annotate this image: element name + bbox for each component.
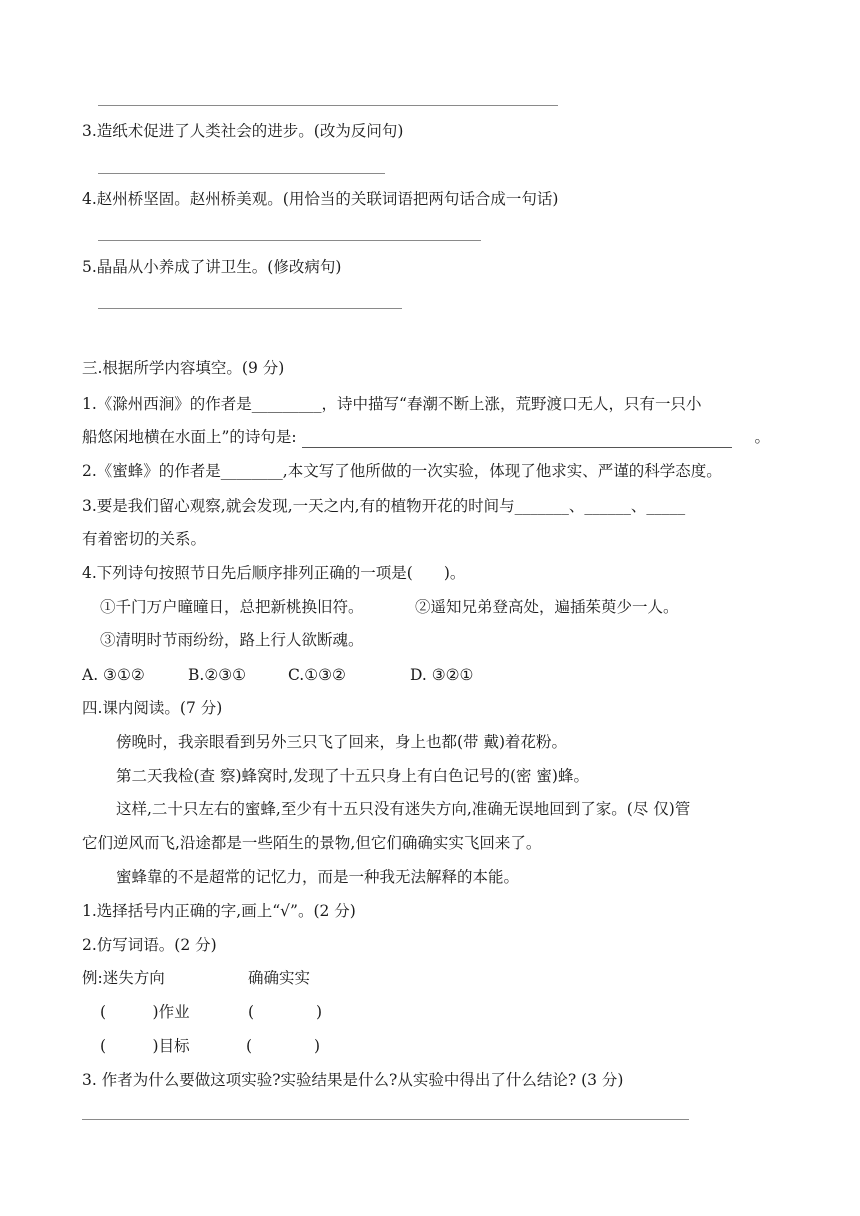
question-3-2: 2.《蜜蜂》的作者是________,本文写了他所做的一次实验，体现了他求实、严谨的科学态度。 [82,462,722,480]
question-3-3-line2: 有着密切的关系。 [82,530,207,548]
fill-word-b2[interactable]: ( ) [246,1037,321,1055]
question-3-1-line1: 1.《滁州西涧》的作者是_________，诗中描写“春潮不断上涨，荒野渡口无人，只有一只小 [82,395,702,413]
poem-option-1: ①千门万户曈曈日，总把新桃换旧符。 [100,598,364,616]
section-4-heading: 四.课内阅读。(7 分) [82,699,223,717]
fill-word-a1[interactable]: ( )作业 [100,1003,190,1021]
question-2-5: 5.晶晶从小养成了讲卫生。(修改病句) [82,258,342,276]
question-3-4: 4.下列诗句按照节日先后顺序排列正确的一项是( )。 [82,564,466,582]
choice-d[interactable]: D. ③②① [410,666,474,684]
poem-option-2: ②遥知兄弟登高处，遍插茱萸少一人。 [415,598,679,616]
question-4-3: 3. 作者为什么要做这项实验?实验结果是什么?从实验中得出了什么结论? (3 分) [82,1071,624,1089]
answer-line-2-2[interactable] [98,105,558,106]
passage-paragraph-4: 蜜蜂靠的不是超常的记忆力，而是一种我无法解释的本能。 [116,868,520,886]
answer-line-2-5[interactable] [98,308,402,309]
example-label: 例:迷失方向 [82,969,165,987]
question-4-1: 1.选择括号内正确的字,画上“√”。(2 分) [82,902,356,920]
choice-b[interactable]: B.②③① [188,666,247,684]
passage-paragraph-2: 第二天我检(查 察)蜂窝时,发现了十五只身上有白色记号的(密 蜜)蜂。 [116,767,589,785]
answer-line-4-3[interactable] [82,1119,689,1120]
question-3-1-line2 [82,426,770,448]
passage-paragraph-3-line2: 它们逆风而飞,沿途都是一些陌生的景物,但它们确确实实飞回来了。 [82,834,542,852]
answer-line-2-4[interactable] [98,240,481,241]
question-4-2: 2.仿写词语。(2 分) [82,936,217,954]
poem-answer-blank[interactable] [302,431,732,448]
fill-word-b1[interactable]: ( )目标 [100,1037,190,1055]
answer-line-2-3[interactable] [98,173,385,174]
example-word: 确确实实 [248,969,311,987]
fill-word-a2[interactable]: ( ) [248,1003,323,1021]
poem-option-3: ③清明时节雨纷纷，路上行人欲断魂。 [100,631,364,649]
passage-paragraph-3-line1: 这样,二十只左右的蜜蜂,至少有十五只没有迷失方向,准确无误地回到了家。(尽 仅)管 [116,800,691,818]
choice-a[interactable]: A. ③①② [82,666,145,684]
question-3-3-line1: 3.要是我们留心观察,就会发现,一天之内,有的植物开花的时间与_______、______、_____ [82,497,686,515]
question-2-4: 4.赵州桥坚固。赵州桥美观。(用恰当的关联词语把两句话合成一句话) [82,190,559,208]
section-3-heading: 三.根据所学内容填空。(9 分) [82,359,285,377]
question-2-3: 3.造纸术促进了人类社会的进步。(改为反问句) [82,122,404,140]
passage-paragraph-1: 傍晚时，我亲眼看到另外三只飞了回来，身上也都(带 戴)着花粉。 [116,733,568,751]
question-3-1-text: 船悠闲地横在水面上”的诗句是: [82,428,297,446]
question-3-1-end: 。 [754,428,771,446]
choice-c[interactable]: C.①③② [288,666,346,684]
